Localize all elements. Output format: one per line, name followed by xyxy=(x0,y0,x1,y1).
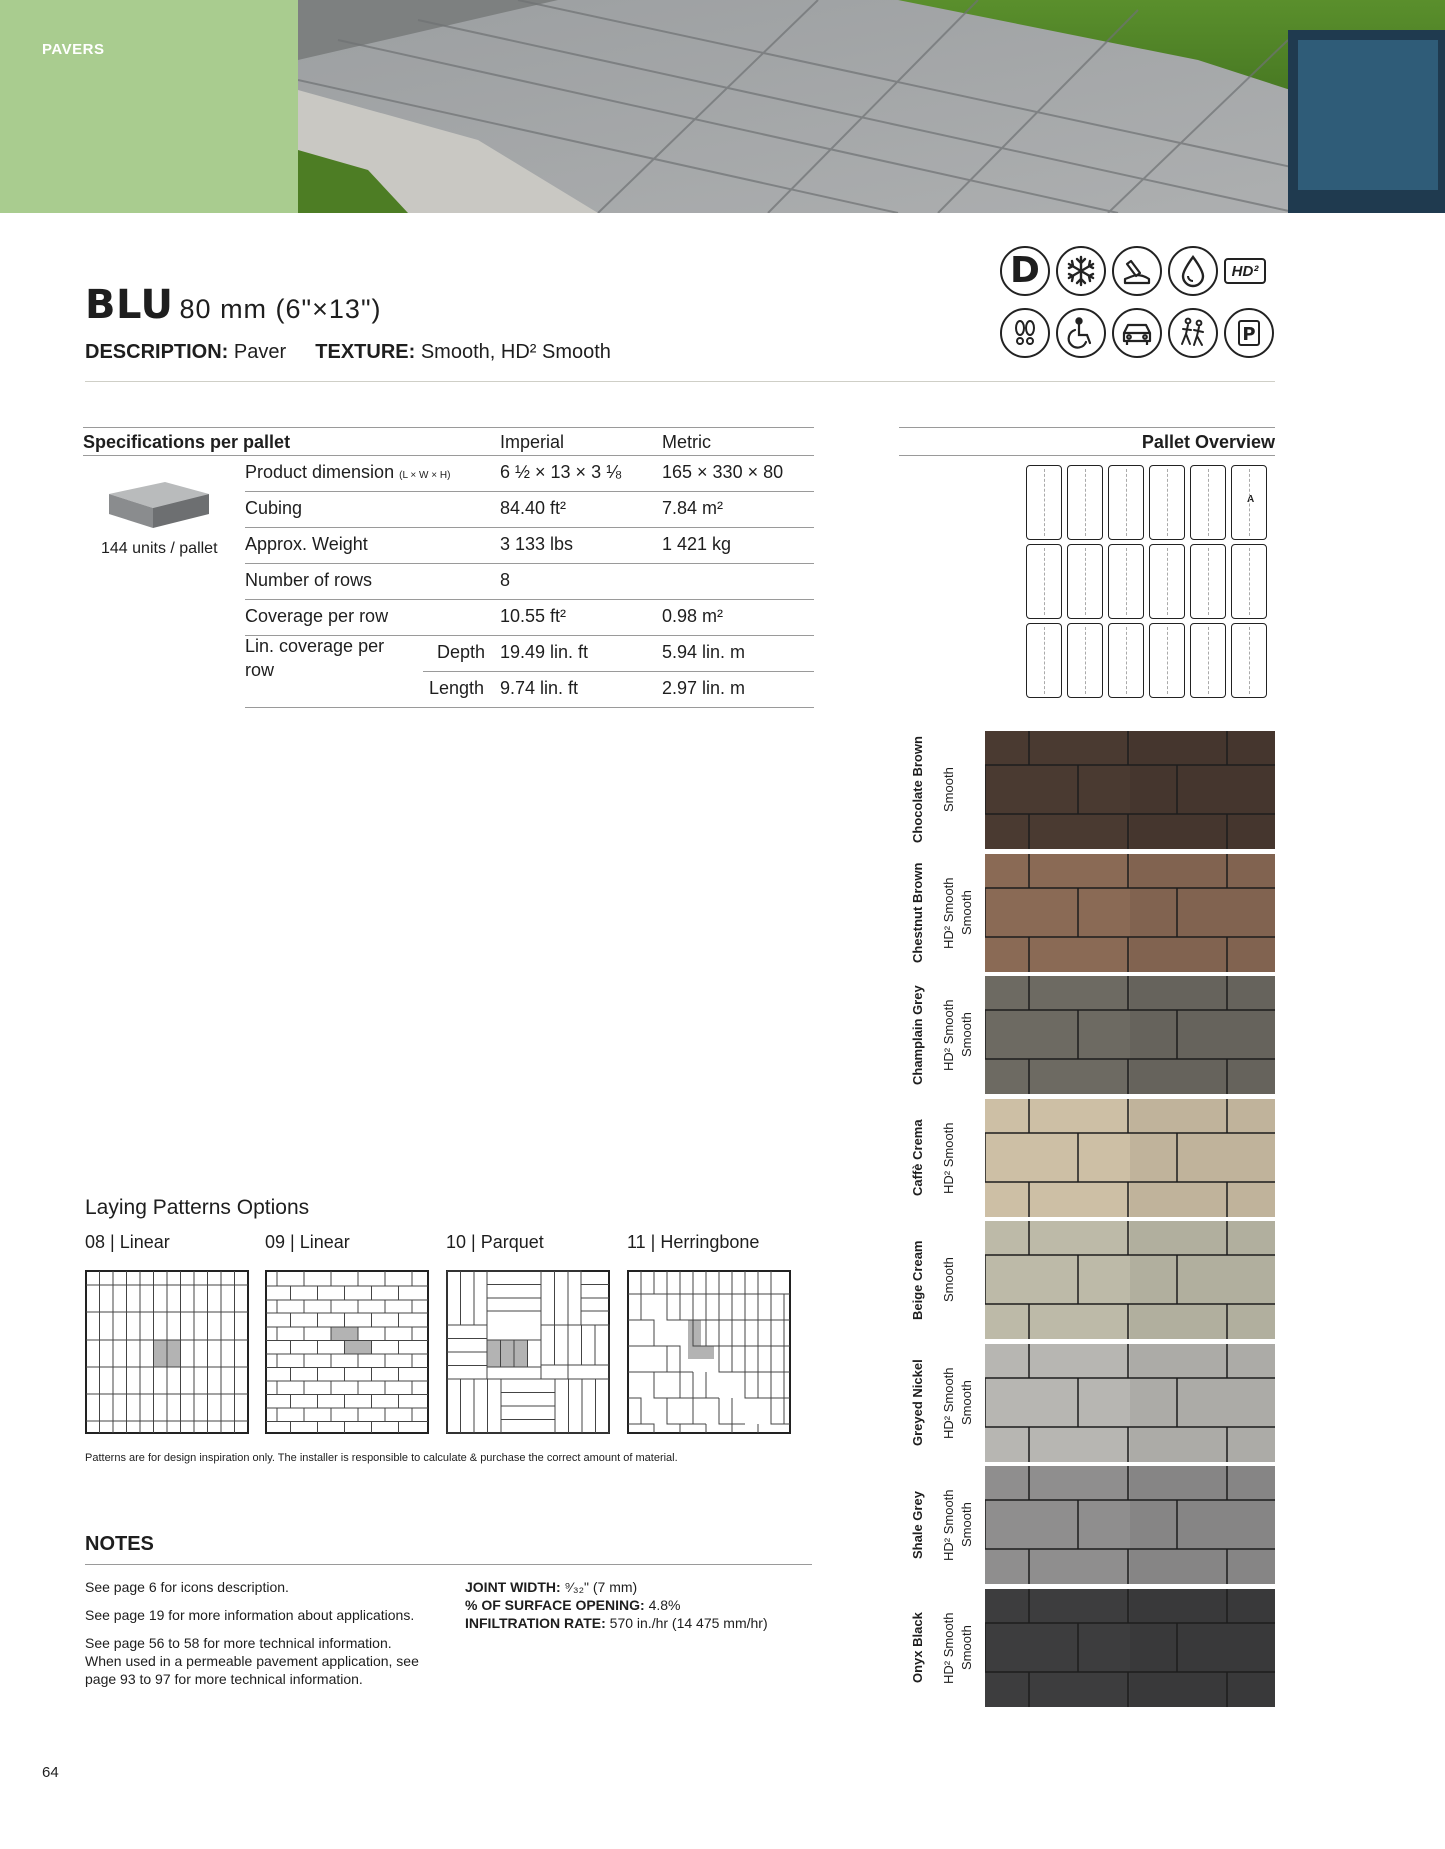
pallet-overview-title: Pallet Overview xyxy=(899,427,1275,456)
color-swatch xyxy=(985,1221,1275,1339)
surface-opening: % OF SURFACE OPENING: 4.8% xyxy=(465,1597,681,1613)
notes-divider xyxy=(85,1564,812,1565)
pallet-diagram xyxy=(1026,465,1268,701)
metric-header: Metric xyxy=(662,432,711,452)
color-swatch xyxy=(985,1589,1275,1707)
color-texture: HD² Smooth Smooth xyxy=(941,1611,974,1684)
spec-header xyxy=(83,427,814,456)
notes-right xyxy=(465,1578,815,1632)
description-label: DESCRIPTION: xyxy=(85,341,229,363)
color-swatch xyxy=(985,1099,1275,1217)
texture-value: Smooth, HD² Smooth xyxy=(420,341,611,363)
color-list xyxy=(900,731,1275,1711)
imperial-header: Imperial xyxy=(500,432,565,452)
patterns-disclaimer: Patterns are for design inspiration only. The installer is responsible to calculate & purchase the correct amount of material. xyxy=(85,1452,678,1464)
color-swatch xyxy=(985,976,1275,1094)
color-item xyxy=(900,731,1275,849)
spec-row: Product dimension (L × W × H) 6 ½ × 13 × 3 ⅛ 165 × 330 × 80 xyxy=(245,456,814,492)
title-divider xyxy=(85,381,1275,382)
color-texture: HD² Smooth xyxy=(941,1121,956,1194)
joint-width: JOINT WIDTH: ⁹⁄₃₂" (7 mm) xyxy=(465,1579,638,1595)
parking-icon xyxy=(1224,308,1274,358)
color-swatch xyxy=(985,731,1275,849)
notes-left xyxy=(85,1578,425,1698)
spec-row: Number of rows 8 xyxy=(245,564,814,600)
wheelchair-icon xyxy=(1056,308,1106,358)
color-texture: HD² Smooth Smooth xyxy=(941,1489,974,1561)
pattern-label: 08 | Linear xyxy=(85,1232,170,1252)
laying-patterns-title: Laying Patterns Options xyxy=(85,1196,310,1219)
spec-table xyxy=(83,427,814,698)
pattern-parquet-10 xyxy=(446,1270,610,1434)
hd2-icon: HD² xyxy=(1224,258,1266,284)
pattern-linear-09 xyxy=(265,1270,429,1434)
spec-row: Depth 19.49 lin. ft 5.94 lin. m xyxy=(423,636,814,672)
color-name: Onyx Black xyxy=(910,1612,925,1683)
d-rating-icon: D xyxy=(1000,246,1050,296)
lin-coverage-label: Lin. coverage per row xyxy=(245,636,385,680)
application-icons xyxy=(1000,246,1275,370)
pallet-marker: A xyxy=(1247,494,1255,505)
description-value: Paver xyxy=(233,341,287,363)
color-name: Greyed Nickel xyxy=(910,1359,925,1446)
hero-photo xyxy=(298,0,1445,213)
sealer-icon xyxy=(1112,246,1162,296)
color-item xyxy=(900,1221,1275,1339)
snowflake-icon xyxy=(1056,246,1106,296)
car-icon xyxy=(1112,308,1162,358)
spec-row: Coverage per row 10.55 ft² 0.98 m² xyxy=(245,600,814,636)
notes-title: NOTES xyxy=(85,1533,154,1555)
pattern-label: 10 | Parquet xyxy=(446,1232,544,1252)
note-item: See page 6 for icons description. xyxy=(85,1579,289,1595)
pattern-label: 11 | Herringbone xyxy=(627,1232,760,1252)
color-texture: HD² Smooth Smooth xyxy=(941,999,974,1071)
color-name: Chocolate Brown xyxy=(910,736,925,844)
product-size: 80 mm (6"×13") xyxy=(179,294,382,324)
color-name: Champlain Grey xyxy=(910,985,925,1085)
color-item xyxy=(900,1099,1275,1217)
color-name: Chestnut Brown xyxy=(910,862,925,963)
color-item xyxy=(900,1589,1275,1707)
color-texture: HD² Smooth Smooth xyxy=(941,1366,974,1439)
spec-row: Length 9.74 lin. ft 2.97 lin. m xyxy=(245,672,814,708)
units-per-pallet: 144 units / pallet xyxy=(101,540,218,557)
spec-row: Approx. Weight 3 133 lbs 1 421 kg xyxy=(245,528,814,564)
texture-label: TEXTURE: xyxy=(315,341,416,363)
infiltration-rate: INFILTRATION RATE: 570 in./hr (14 475 mm/hr) xyxy=(465,1615,768,1631)
footsteps-icon xyxy=(1000,308,1050,358)
note-item: See page 56 to 58 for more technical information. When used in a permeable pavement application, see page 93 to 97 for more technical information. xyxy=(85,1635,419,1687)
svg-text:P: P xyxy=(1242,324,1256,345)
note-item: See page 19 for more information about applications. xyxy=(85,1607,415,1623)
spec-row: Cubing 84.40 ft² 7.84 m² xyxy=(245,492,814,528)
color-texture: Smooth xyxy=(941,1257,956,1303)
color-name: Shale Grey xyxy=(910,1491,925,1559)
paver-product-image xyxy=(105,472,213,532)
water-drop-icon xyxy=(1168,246,1218,296)
color-item xyxy=(900,976,1275,1094)
section-label: PAVERS xyxy=(42,41,105,58)
color-swatch xyxy=(985,854,1275,972)
spec-title: Specifications per pallet xyxy=(83,432,291,452)
pattern-label: 09 | Linear xyxy=(265,1232,350,1252)
pattern-herringbone-11 xyxy=(627,1270,791,1434)
product-title xyxy=(85,282,382,328)
color-name: Beige Cream xyxy=(910,1240,925,1320)
description-line xyxy=(85,341,611,364)
color-item xyxy=(900,1466,1275,1584)
color-swatch xyxy=(985,1466,1275,1584)
color-item xyxy=(900,854,1275,972)
section-tag xyxy=(0,0,298,213)
pedestrians-icon xyxy=(1168,308,1218,358)
color-texture: HD² Smooth Smooth xyxy=(941,876,974,949)
pattern-linear-08 xyxy=(85,1270,249,1434)
color-name: Caffè Crema xyxy=(910,1119,925,1196)
color-texture: Smooth xyxy=(941,767,956,813)
page-number: 64 xyxy=(42,1764,59,1781)
color-swatch xyxy=(985,1344,1275,1462)
product-name: BLU xyxy=(85,282,174,328)
color-item xyxy=(900,1344,1275,1462)
